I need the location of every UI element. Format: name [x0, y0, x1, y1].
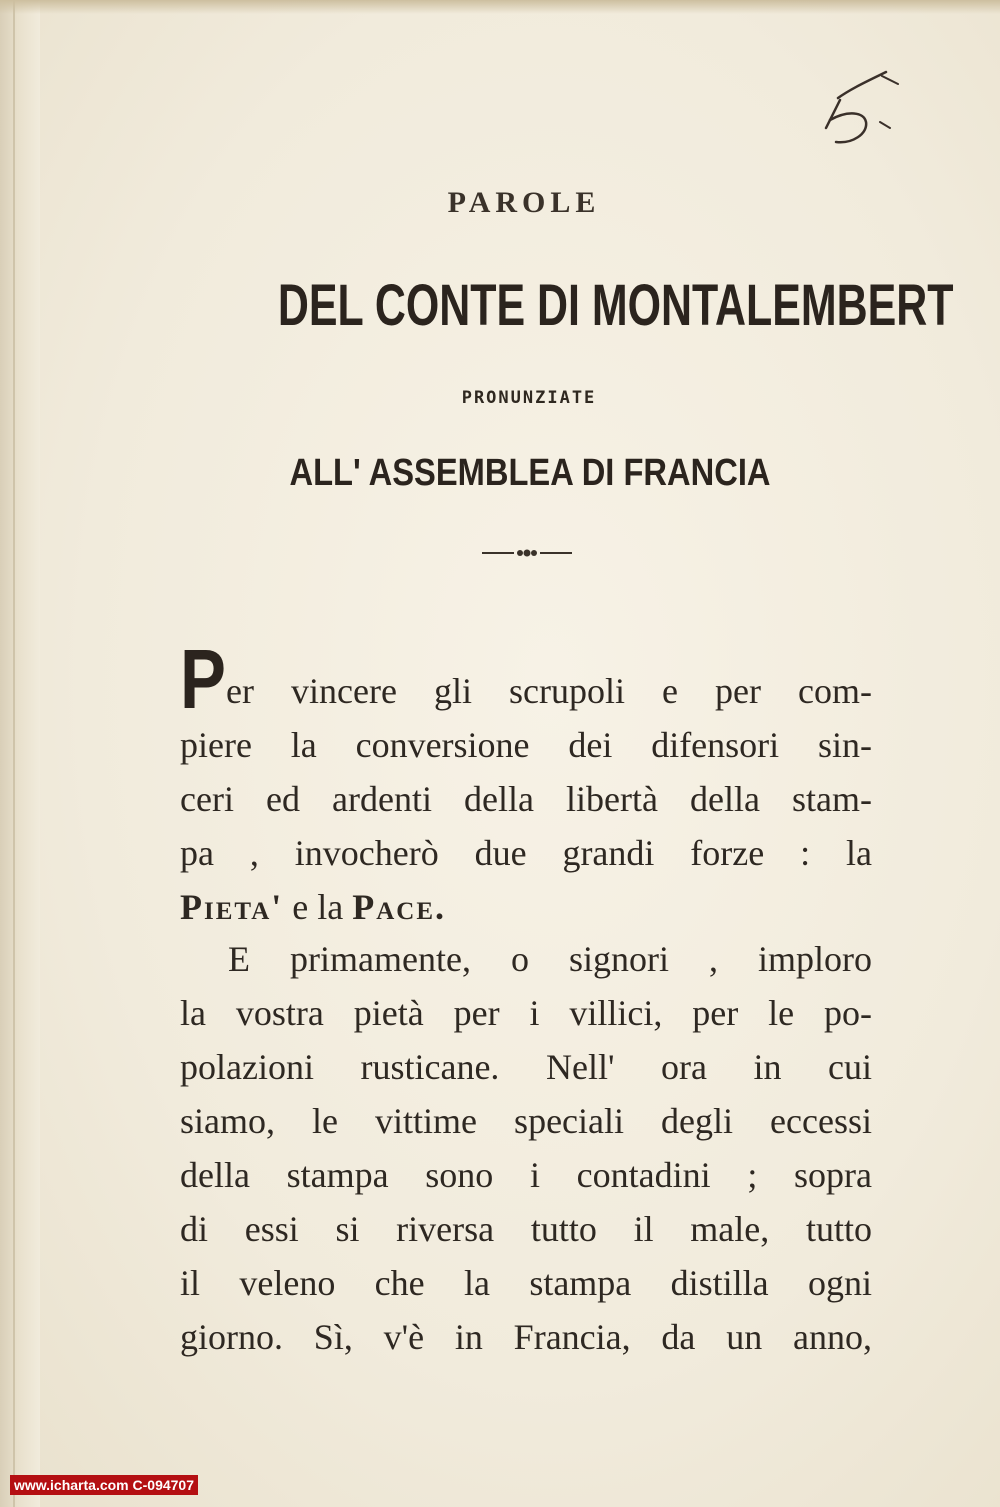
- paragraph-2-line-1-text: E primamente, o signori , imploro: [228, 939, 872, 979]
- watermark-link[interactable]: www.icharta.com C-094707: [10, 1475, 198, 1495]
- paragraph-2-line-3: polazioni rusticane. Nell' ora in cui: [180, 1047, 872, 1087]
- paragraph-2-line-6: di essi si riversa tutto il male, tutto: [180, 1209, 872, 1249]
- paragraph-2-line-2: la vostra pietà per i villici, per le po-: [180, 993, 872, 1033]
- paragraph-1-line-2: piere la conversione dei difensori sin-: [180, 725, 872, 765]
- title-main: DEL CONTE DI MONTALEMBERT: [277, 273, 954, 338]
- drop-cap: P: [180, 632, 226, 726]
- paragraph-1-line-5: [180, 880, 872, 934]
- paragraph-2-line-1: [180, 932, 872, 986]
- paragraph-1: [180, 632, 872, 934]
- binding-fold-line: [13, 0, 15, 1507]
- title-assemblea: ALL' ASSEMBLEA DI FRANCIA: [289, 452, 771, 494]
- paragraph-2: [180, 932, 872, 1364]
- paragraph-1-line-3: ceri ed ardenti della libertà della stam-: [180, 779, 872, 819]
- paragraph-2-line-7: il veleno che la stampa distilla ogni: [180, 1263, 872, 1303]
- page-binding-edge: [0, 0, 40, 1507]
- paragraph-2-line-5: della stampa sono i contadini ; sopra: [180, 1155, 872, 1195]
- paragraph-1-line-1: er vincere gli scrupoli e per com-: [226, 671, 872, 711]
- word-pieta: Pieta': [180, 887, 284, 927]
- title-parole: PAROLE: [447, 186, 601, 219]
- conjunction-text: e la: [283, 887, 353, 927]
- paragraph-2-line-8: giorno. Sì, v'è in Francia, da un anno,: [180, 1317, 872, 1357]
- handwritten-page-number: [818, 58, 908, 148]
- paragraph-1-line-4: pa , invocherò due grandi forze : la: [180, 833, 872, 873]
- ornament-divider: [480, 546, 574, 560]
- page-top-shadow: [0, 0, 1000, 14]
- word-pace: Pace.: [352, 887, 447, 927]
- title-pronunziate: PRONUNZIATE: [461, 388, 597, 408]
- paragraph-2-line-4: siamo, le vittime speciali degli eccessi: [180, 1101, 872, 1141]
